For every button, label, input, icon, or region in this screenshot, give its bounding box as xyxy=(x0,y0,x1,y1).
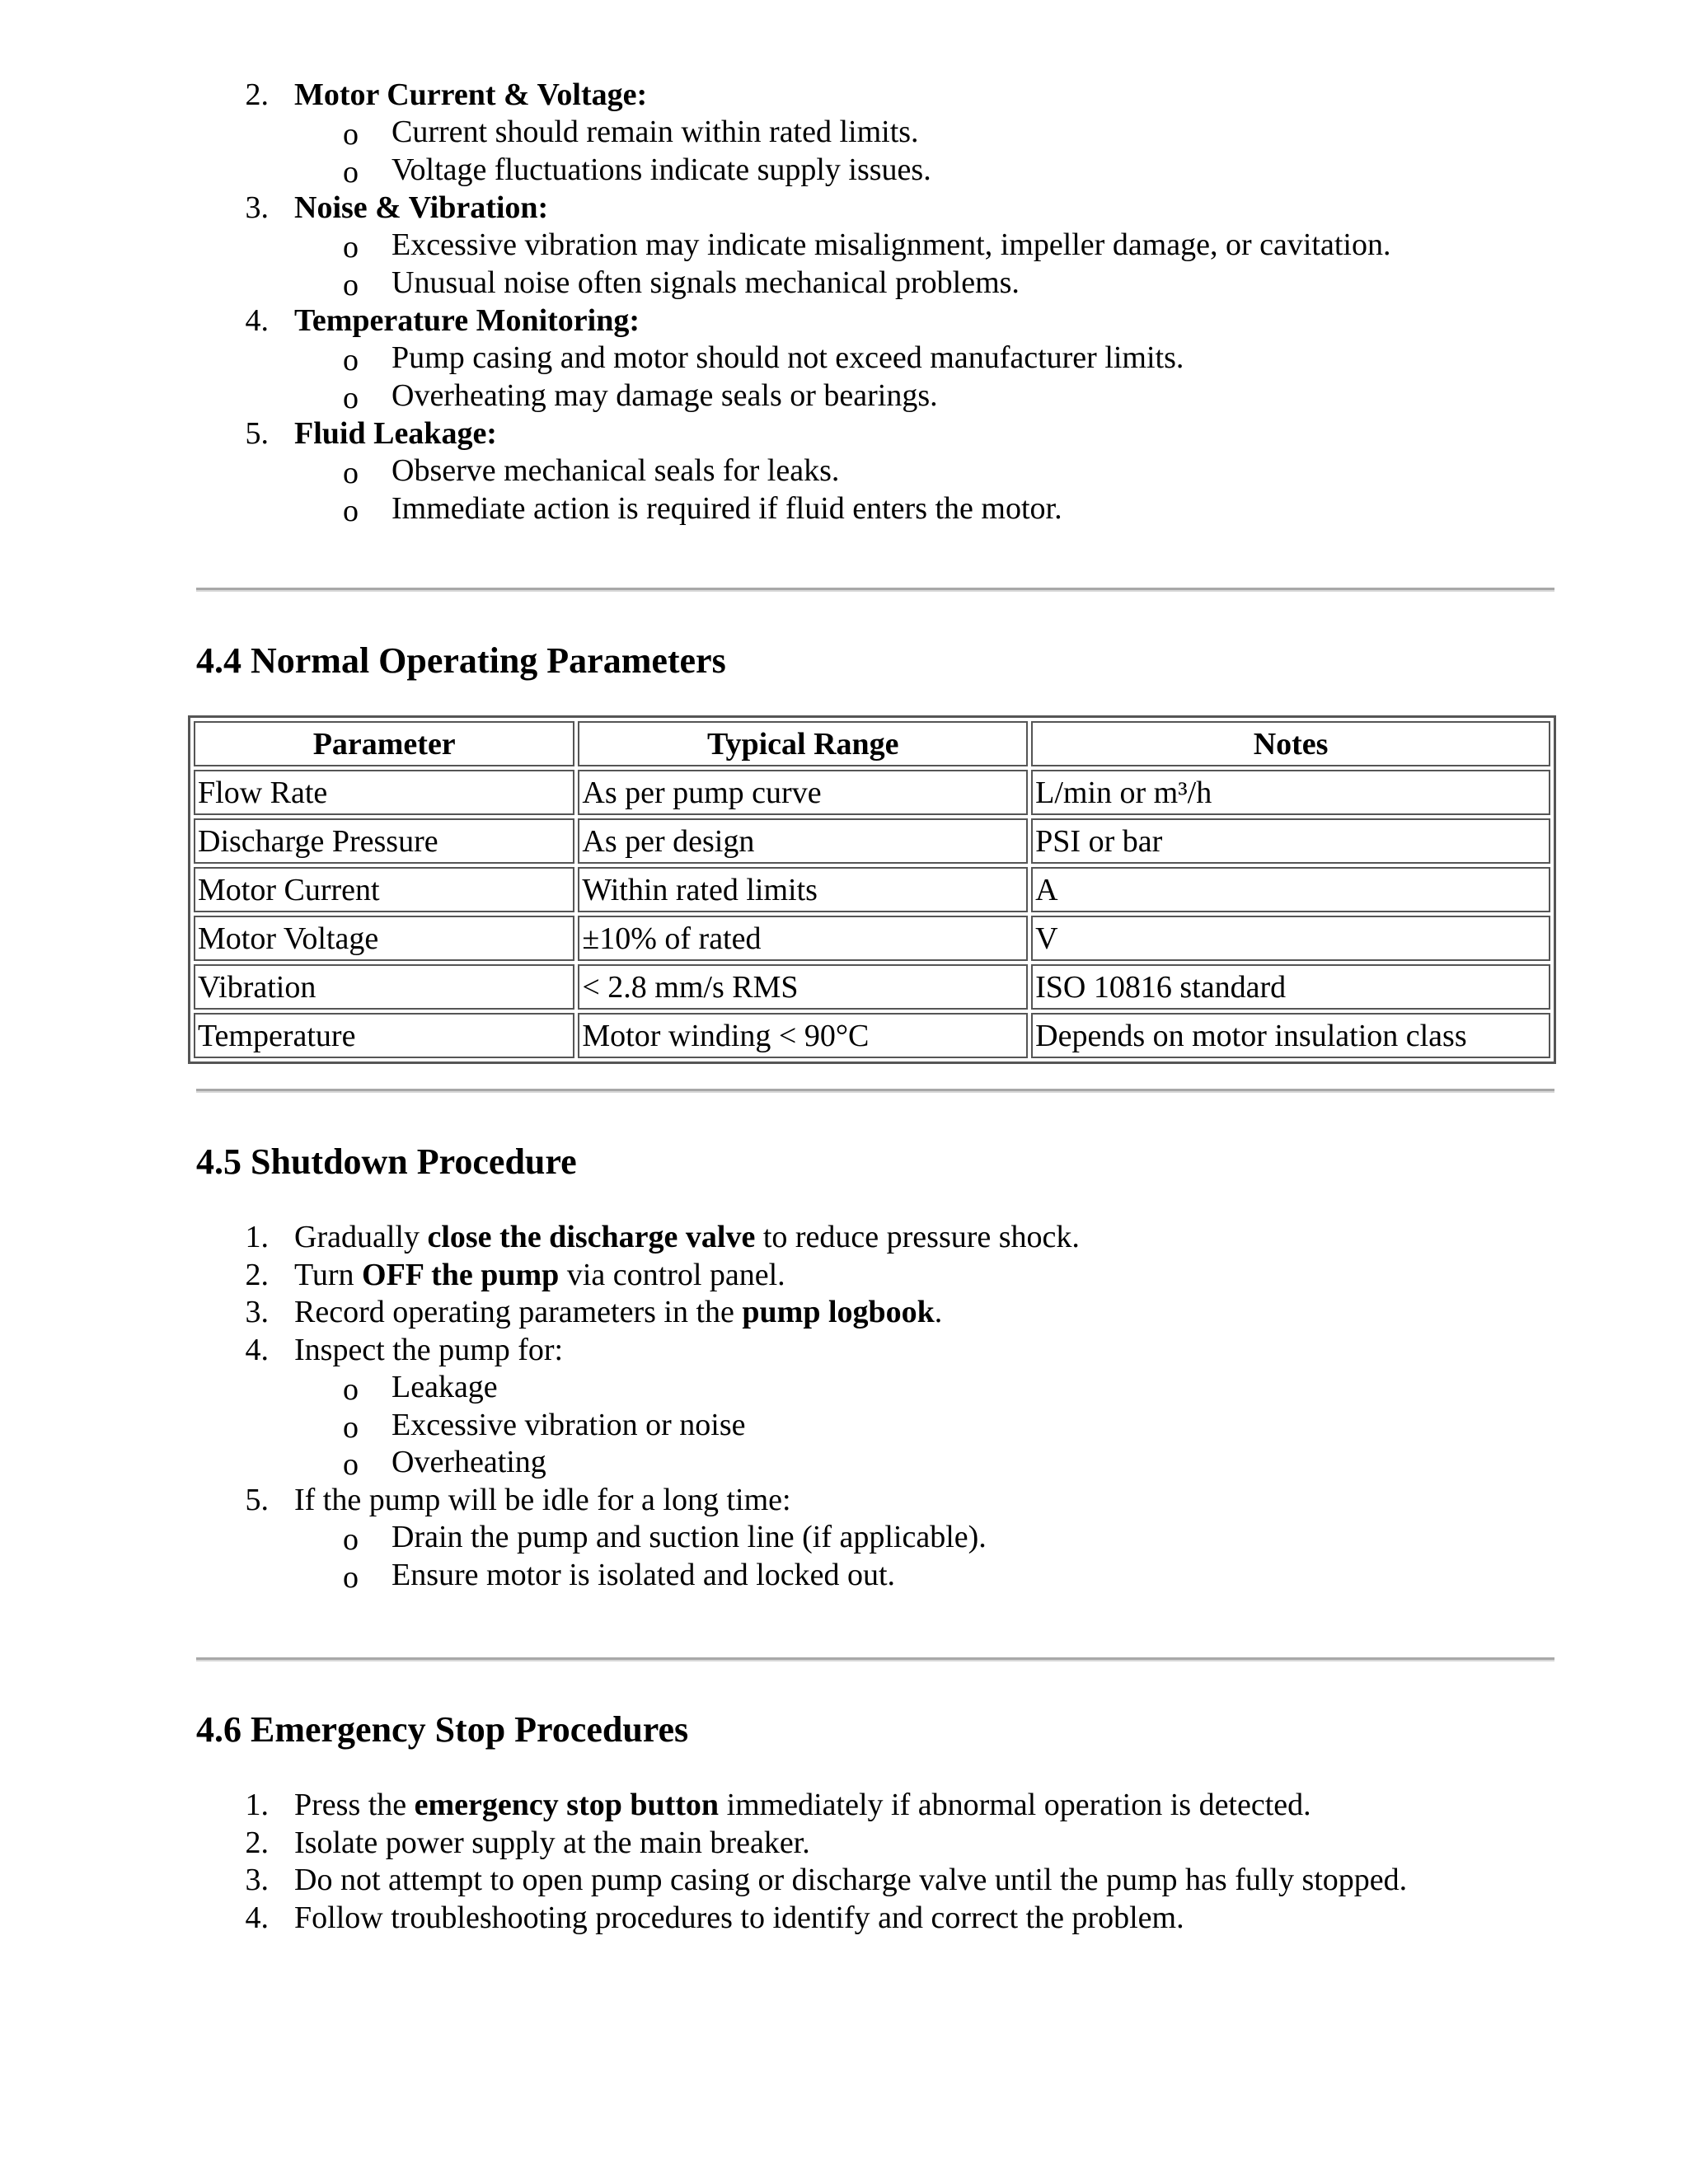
table-cell: ±10% of rated xyxy=(578,916,1028,961)
list-item: Ensure motor is isolated and locked out. xyxy=(392,1558,896,1592)
table-cell: V xyxy=(1031,916,1550,961)
table-row xyxy=(194,770,1550,815)
table-header-row xyxy=(194,721,1550,766)
list-number: 3. xyxy=(245,190,269,225)
list-item: Excessive vibration may indicate misalignment, impeller damage, or cavitation. xyxy=(392,227,1391,262)
list-item: Immediate action is required if fluid enters the motor. xyxy=(392,491,1062,526)
list-item: Overheating xyxy=(392,1445,546,1479)
table-row xyxy=(194,1013,1550,1058)
table-cell: < 2.8 mm/s RMS xyxy=(578,964,1028,1010)
list-number: 4. xyxy=(245,303,269,338)
table-cell: Flow Rate xyxy=(194,770,574,815)
table-cell: Depends on motor insulation class xyxy=(1031,1013,1550,1058)
table-row xyxy=(194,867,1550,912)
list-number: 1. xyxy=(245,1788,269,1822)
list-item: Observe mechanical seals for leaks. xyxy=(392,453,840,488)
table-cell: L/min or m³/h xyxy=(1031,770,1550,815)
list-item: Drain the pump and suction line (if applicable). xyxy=(392,1520,987,1554)
bullet-marker: o xyxy=(343,268,359,302)
bullet-marker: o xyxy=(343,155,359,190)
list-item: Gradually close the discharge valve to reduce pressure shock. xyxy=(294,1220,1080,1254)
horizontal-rule xyxy=(196,588,1554,592)
bullet-marker: o xyxy=(343,456,359,490)
list-number: 2. xyxy=(245,1825,269,1860)
bullet-marker: o xyxy=(343,230,359,265)
table-cell: Motor Voltage xyxy=(194,916,574,961)
horizontal-rule xyxy=(196,1089,1554,1093)
list-item: Current should remain within rated limits. xyxy=(392,115,919,149)
list-item: Do not attempt to open pump casing or discharge valve until the pump has fully stopped. xyxy=(294,1863,1408,1897)
parameters-table xyxy=(188,715,1556,1064)
list-number: 5. xyxy=(245,416,269,451)
list-number: 4. xyxy=(245,1333,269,1367)
bullet-marker: o xyxy=(343,117,359,152)
table-row xyxy=(194,964,1550,1010)
list-item: Follow troubleshooting procedures to identify and correct the problem. xyxy=(294,1900,1184,1935)
list-item: Excessive vibration or noise xyxy=(392,1408,746,1442)
section-heading: 4.4 Normal Operating Parameters xyxy=(196,640,726,681)
table-row xyxy=(194,818,1550,864)
list-item-title: Temperature Monitoring: xyxy=(294,303,640,338)
column-header: Notes xyxy=(1031,721,1550,766)
bullet-marker: o xyxy=(343,1447,359,1482)
table-cell: A xyxy=(1031,867,1550,912)
list-item-title: Noise & Vibration: xyxy=(294,190,549,225)
list-item: Record operating parameters in the pump logbook. xyxy=(294,1295,943,1329)
bullet-marker: o xyxy=(343,343,359,377)
bullet-marker: o xyxy=(343,1522,359,1557)
list-item: Unusual noise often signals mechanical problems. xyxy=(392,265,1020,300)
list-number: 3. xyxy=(245,1295,269,1329)
list-number: 2. xyxy=(245,1258,269,1292)
list-item: Voltage fluctuations indicate supply issues. xyxy=(392,152,931,187)
list-number: 5. xyxy=(245,1483,269,1517)
horizontal-rule xyxy=(196,1657,1554,1661)
list-item: If the pump will be idle for a long time: xyxy=(294,1483,791,1517)
table-cell: Motor winding < 90°C xyxy=(578,1013,1028,1058)
list-item: Press the emergency stop button immediately if abnormal operation is detected. xyxy=(294,1788,1311,1822)
list-number: 1. xyxy=(245,1220,269,1254)
column-header: Parameter xyxy=(194,721,574,766)
table-cell: Discharge Pressure xyxy=(194,818,574,864)
list-item: Inspect the pump for: xyxy=(294,1333,564,1367)
section-heading: 4.6 Emergency Stop Procedures xyxy=(196,1709,689,1750)
list-number: 3. xyxy=(245,1863,269,1897)
table-cell: Vibration xyxy=(194,964,574,1010)
list-item-title: Motor Current & Voltage: xyxy=(294,77,648,112)
column-header: Typical Range xyxy=(578,721,1028,766)
list-item: Leakage xyxy=(392,1370,498,1404)
table-cell: As per pump curve xyxy=(578,770,1028,815)
bullet-marker: o xyxy=(343,381,359,415)
list-item-title: Fluid Leakage: xyxy=(294,416,497,451)
bullet-marker: o xyxy=(343,494,359,528)
table-cell: Temperature xyxy=(194,1013,574,1058)
table-cell: PSI or bar xyxy=(1031,818,1550,864)
list-item: Pump casing and motor should not exceed manufacturer limits. xyxy=(392,340,1184,375)
bullet-marker: o xyxy=(343,1372,359,1407)
list-item: Isolate power supply at the main breaker. xyxy=(294,1825,810,1860)
list-number: 2. xyxy=(245,77,269,112)
table-cell: Within rated limits xyxy=(578,867,1028,912)
bullet-marker: o xyxy=(343,1560,359,1595)
section-heading: 4.5 Shutdown Procedure xyxy=(196,1141,577,1182)
list-item: Turn OFF the pump via control panel. xyxy=(294,1258,785,1292)
list-number: 4. xyxy=(245,1900,269,1935)
table-row xyxy=(194,916,1550,961)
list-item: Overheating may damage seals or bearings. xyxy=(392,378,938,413)
table-cell: ISO 10816 standard xyxy=(1031,964,1550,1010)
bullet-marker: o xyxy=(343,1410,359,1445)
table-cell: As per design xyxy=(578,818,1028,864)
table-cell: Motor Current xyxy=(194,867,574,912)
